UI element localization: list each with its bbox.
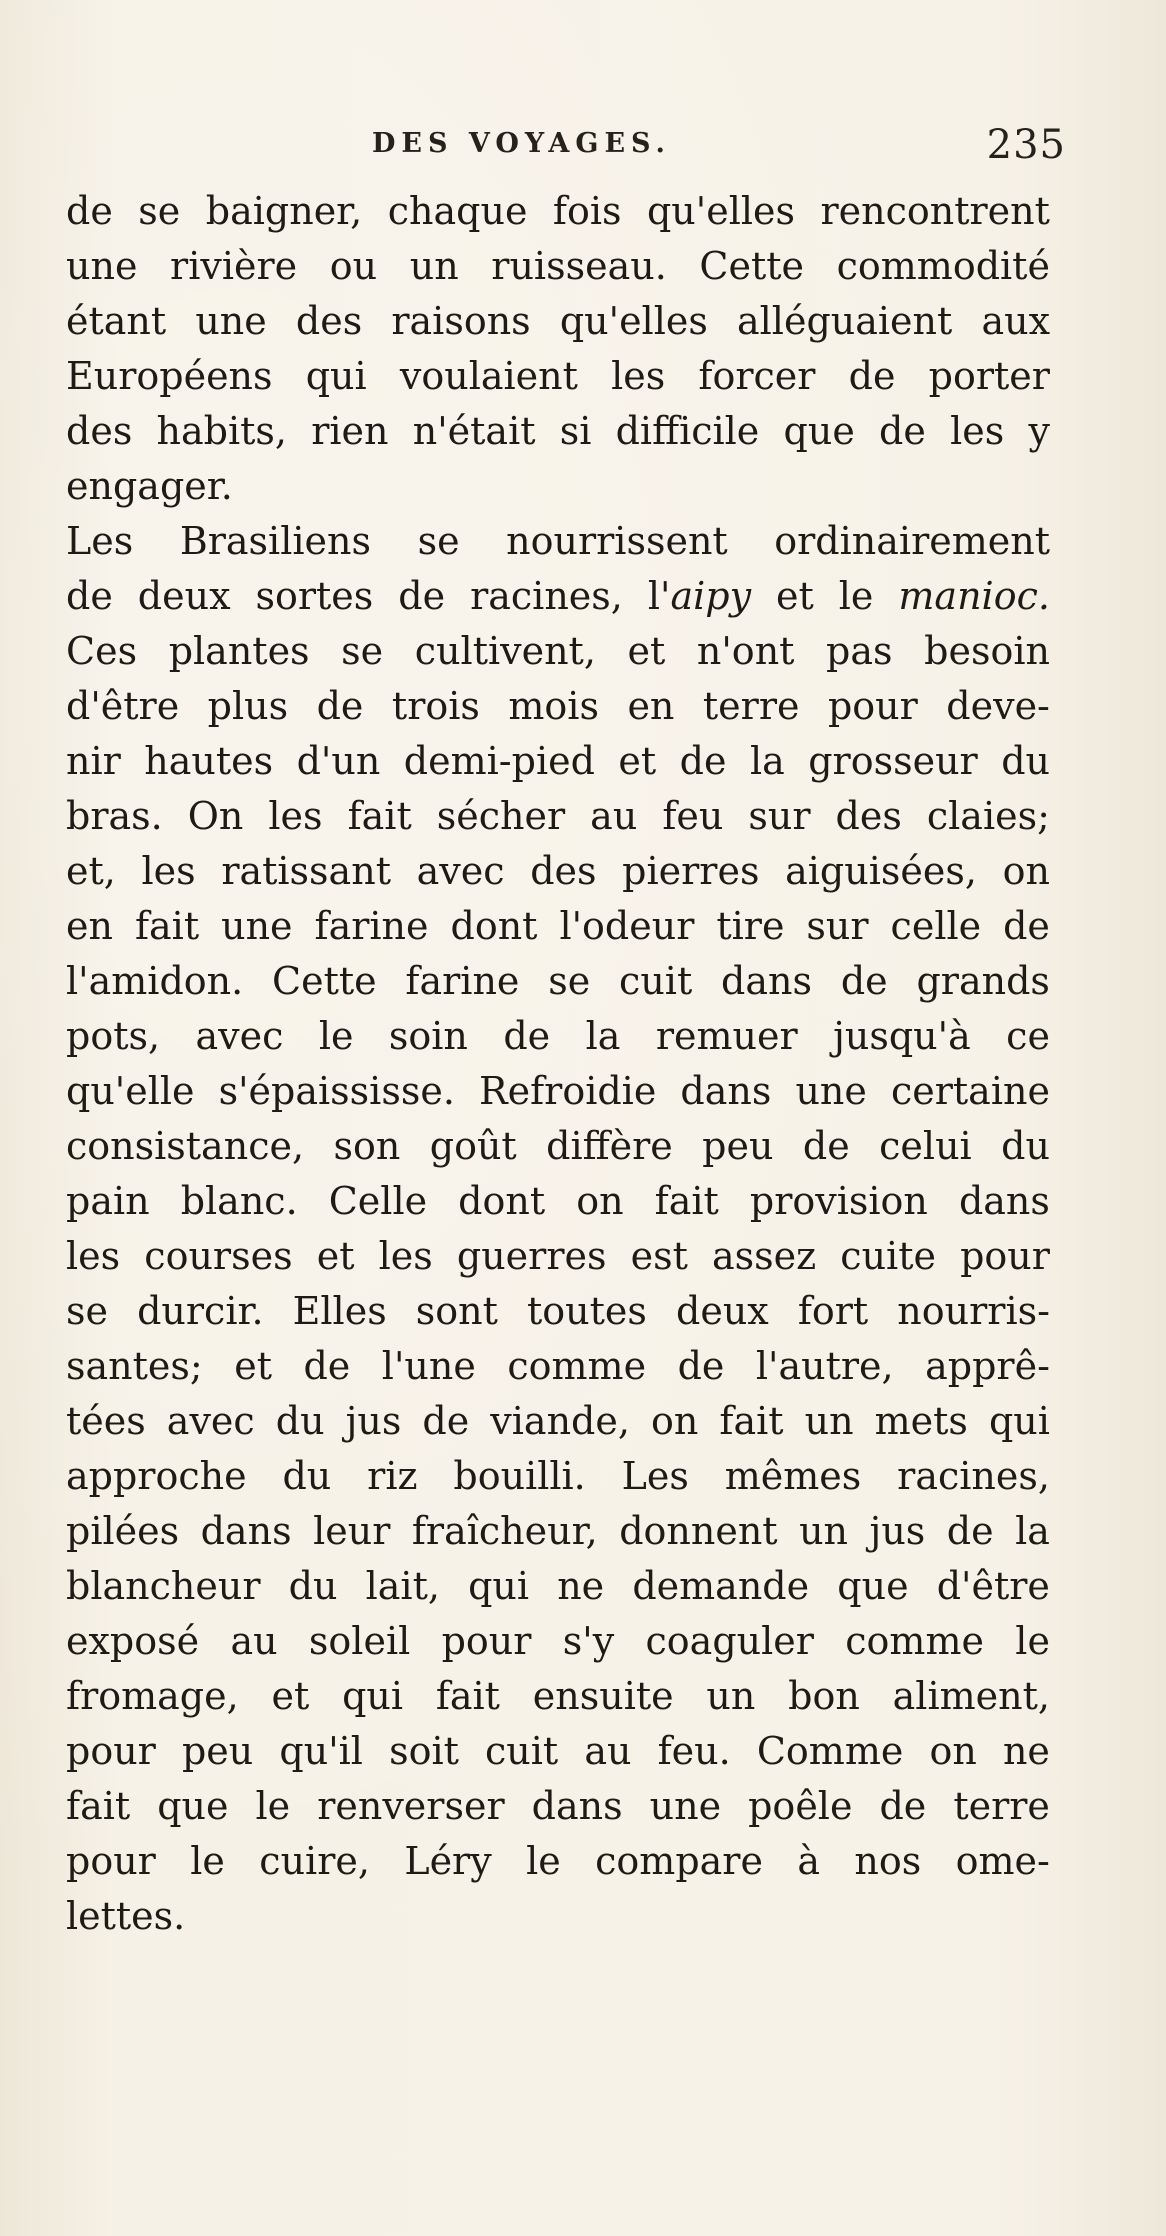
word: qui <box>342 1674 404 1718</box>
word: ruisseau. <box>491 244 667 288</box>
word: est <box>630 1234 688 1278</box>
word: plus <box>207 684 289 728</box>
word: pour <box>960 1234 1050 1278</box>
text-line <box>66 1064 1050 1119</box>
word: mets <box>874 1399 968 1443</box>
word: aiguisées, <box>785 849 977 893</box>
word: de <box>802 1124 850 1168</box>
word: courses <box>144 1234 293 1278</box>
word: dans <box>721 959 813 1003</box>
word: mois <box>508 684 599 728</box>
word: qu'elles <box>646 189 796 233</box>
word: commodité <box>836 244 1050 288</box>
word: terre <box>702 684 800 728</box>
text-line <box>66 1339 1050 1394</box>
word: trois <box>391 684 480 728</box>
word: cuite <box>840 1234 936 1278</box>
word: une <box>649 1784 722 1828</box>
word: dans <box>200 1509 292 1553</box>
word: forcer <box>698 354 816 398</box>
word: peu <box>181 1729 254 1773</box>
word: certaine <box>890 1069 1050 1113</box>
word: on <box>576 1179 624 1223</box>
word: la <box>1015 1509 1050 1553</box>
word: qu'elle <box>66 1069 195 1113</box>
word: pour <box>441 1619 532 1663</box>
word: et <box>271 1674 310 1718</box>
word: en <box>66 904 113 948</box>
word: racines, <box>470 574 623 618</box>
word: l'amidon. <box>66 959 244 1003</box>
text-line <box>66 1834 1050 1889</box>
word: de <box>66 189 113 233</box>
word: le <box>255 1784 291 1828</box>
word: et <box>627 629 666 673</box>
word: dans <box>958 1179 1050 1223</box>
word: dont <box>450 904 538 948</box>
word: lettes. <box>66 1894 186 1938</box>
word: engager. <box>66 464 233 508</box>
word: s'épaississe. <box>218 1069 455 1113</box>
word: plantes <box>168 629 310 673</box>
word: les <box>141 849 196 893</box>
word: du <box>275 1399 325 1443</box>
word: se <box>341 629 384 673</box>
word: feu. <box>657 1729 731 1773</box>
word: raisons <box>391 299 531 343</box>
word: la <box>585 1014 621 1058</box>
word: nos <box>854 1839 922 1883</box>
word: de <box>503 1014 551 1058</box>
word: fait <box>347 794 412 838</box>
word: jusqu'à <box>833 1014 971 1058</box>
word: d'un <box>296 739 381 783</box>
word: alléguaient <box>737 299 953 343</box>
word: ordinairement <box>774 519 1050 563</box>
word: le <box>190 1839 225 1883</box>
word: aux <box>981 299 1050 343</box>
word: nir <box>66 739 121 783</box>
word: y <box>1028 409 1050 453</box>
text-line <box>66 1449 1050 1504</box>
word: pour <box>827 684 918 728</box>
body-text <box>66 184 1050 1944</box>
word: sont <box>415 1289 498 1333</box>
word: compare <box>595 1839 763 1883</box>
word: de <box>316 684 364 728</box>
word: on <box>651 1399 699 1443</box>
word: les <box>268 794 323 838</box>
word: sortes <box>255 574 374 618</box>
word: on <box>929 1729 977 1773</box>
word: jus <box>869 1509 926 1553</box>
word: des <box>530 849 597 893</box>
word: durcir. <box>137 1289 264 1333</box>
word: avec <box>416 849 505 893</box>
word: sur <box>806 904 869 948</box>
word: ome- <box>955 1839 1050 1883</box>
word: terre <box>953 1784 1050 1828</box>
word: jus <box>345 1399 402 1443</box>
word: un <box>706 1674 756 1718</box>
text-line <box>66 1284 1050 1339</box>
word: Celle <box>328 1179 428 1223</box>
word: ne <box>557 1564 605 1608</box>
word: pots, <box>66 1014 161 1058</box>
word: ratissant <box>221 849 391 893</box>
word: avec <box>195 1014 284 1058</box>
word: approche <box>66 1454 247 1498</box>
word: difficile <box>615 409 760 453</box>
word: riz <box>367 1454 418 1498</box>
word: soin <box>388 1014 468 1058</box>
word: pilées <box>66 1509 180 1553</box>
word: d'être <box>936 1564 1050 1608</box>
text-line <box>66 239 1050 294</box>
word: guerres <box>456 1234 607 1278</box>
word: se <box>548 959 591 1003</box>
word: remuer <box>655 1014 798 1058</box>
word: pas <box>826 629 893 673</box>
word: qui <box>988 1399 1050 1443</box>
word: le <box>526 1839 561 1883</box>
word: besoin <box>924 629 1050 673</box>
word: les <box>66 1234 121 1278</box>
word: de <box>879 1784 927 1828</box>
word: et <box>316 1234 355 1278</box>
word: de <box>1003 904 1050 948</box>
word: Refroidie <box>478 1069 657 1113</box>
word: des <box>295 299 363 343</box>
word: une <box>795 1069 867 1113</box>
word: cultivent, <box>414 629 596 673</box>
text-line <box>66 459 1050 514</box>
text-line <box>66 1009 1050 1064</box>
word: toutes <box>527 1289 647 1333</box>
text-line <box>66 294 1050 349</box>
word: pour <box>66 1729 156 1773</box>
word: Ces <box>66 629 138 673</box>
word: les <box>378 1234 433 1278</box>
text-line <box>66 1229 1050 1284</box>
word: le <box>1015 1619 1050 1663</box>
word: baigner, <box>205 189 363 233</box>
word: fait <box>654 1179 719 1223</box>
word: donnent <box>619 1509 778 1553</box>
word: Européens <box>66 354 273 398</box>
word: bon <box>788 1674 860 1718</box>
word: la <box>749 739 785 783</box>
word: chaque <box>387 189 528 233</box>
word: rien <box>311 409 389 453</box>
word: pain <box>66 1179 150 1223</box>
word: porter <box>928 354 1050 398</box>
text-line <box>66 954 1050 1009</box>
word: un <box>799 1509 849 1553</box>
word: une <box>221 904 293 948</box>
word: claies; <box>926 794 1050 838</box>
word: n'était <box>412 409 536 453</box>
word: qui <box>468 1564 530 1608</box>
word: et <box>776 574 814 618</box>
word: demande <box>632 1564 810 1608</box>
word: d'être <box>66 684 180 728</box>
word: qu'il <box>279 1729 363 1773</box>
word: de <box>946 1509 994 1553</box>
word: se <box>66 1289 108 1333</box>
word: Les <box>66 519 134 563</box>
word: fraîcheur, <box>411 1509 598 1553</box>
word: provision <box>749 1179 928 1223</box>
word: des <box>66 409 133 453</box>
word: du <box>288 1564 338 1608</box>
text-line <box>66 1669 1050 1724</box>
word: fromage, <box>66 1674 239 1718</box>
word: renverser <box>317 1784 505 1828</box>
word: dans <box>531 1784 623 1828</box>
word: demi-pied <box>403 739 595 783</box>
word: apprê- <box>925 1344 1050 1388</box>
word: exposé <box>66 1619 200 1663</box>
word: l'autre, <box>755 1344 894 1388</box>
word: si <box>559 409 592 453</box>
word: Cette <box>699 244 804 288</box>
word: de <box>679 739 727 783</box>
word: au <box>590 794 638 838</box>
word: Brasiliens <box>179 519 371 563</box>
word: les <box>611 354 666 398</box>
word: comme <box>507 1344 647 1388</box>
word: fort <box>797 1289 869 1333</box>
word: soleil <box>308 1619 411 1663</box>
text-line <box>66 679 1050 734</box>
word: n'ont <box>696 629 795 673</box>
word: peu <box>702 1124 774 1168</box>
word: deux <box>137 574 231 618</box>
word-group <box>648 569 751 624</box>
word: goût <box>429 1124 517 1168</box>
word: celle <box>890 904 982 948</box>
word: rivière <box>170 244 298 288</box>
word: et <box>618 739 657 783</box>
word: viande, <box>490 1399 630 1443</box>
word: du <box>282 1454 332 1498</box>
word: les <box>950 409 1005 453</box>
word: ne <box>1002 1729 1050 1773</box>
text-line <box>66 1614 1050 1669</box>
text-line <box>66 514 1050 569</box>
word: grosseur <box>808 739 978 783</box>
word: fait <box>66 1784 131 1828</box>
word: deve- <box>946 684 1050 728</box>
text-line <box>66 1394 1050 1449</box>
word: de <box>879 409 926 453</box>
word: lait, <box>365 1564 440 1608</box>
word: ensuite <box>532 1674 674 1718</box>
word: de <box>398 574 446 618</box>
word: farine <box>405 959 520 1003</box>
word: Comme <box>756 1729 904 1773</box>
text-line <box>66 1724 1050 1779</box>
word: à <box>797 1839 820 1883</box>
word: se <box>138 189 181 233</box>
word: fait <box>134 904 200 948</box>
text-line <box>66 404 1050 459</box>
word: de <box>66 574 113 618</box>
text-line <box>66 1559 1050 1614</box>
word: un <box>409 244 459 288</box>
word: nourrissent <box>506 519 728 563</box>
word: grands <box>916 959 1050 1003</box>
text-line <box>66 569 1050 624</box>
text-line <box>66 789 1050 844</box>
word: des <box>835 794 902 838</box>
word: leur <box>313 1509 391 1553</box>
word: bouilli. <box>453 1454 586 1498</box>
word: qui <box>305 354 367 398</box>
text-line <box>66 1119 1050 1174</box>
page-number: 235 <box>986 122 1066 168</box>
text-line <box>66 1889 1050 1944</box>
text-line <box>66 349 1050 404</box>
word: feu <box>662 794 724 838</box>
word: une <box>66 244 138 288</box>
word: s'y <box>562 1619 615 1663</box>
text-line <box>66 844 1050 899</box>
word: consistance, <box>66 1124 305 1168</box>
word: aipy <box>670 574 752 618</box>
word: bras. <box>66 794 163 838</box>
word: pierres <box>622 849 760 893</box>
word: On <box>187 794 244 838</box>
word: manioc. <box>898 574 1050 618</box>
word: au <box>584 1729 632 1773</box>
word: l' <box>647 574 671 618</box>
word: pour <box>66 1839 156 1883</box>
word: poêle <box>748 1784 853 1828</box>
text-line <box>66 1174 1050 1229</box>
word: Cette <box>272 959 377 1003</box>
word: fait <box>719 1399 784 1443</box>
word: et <box>234 1344 272 1388</box>
word: dans <box>680 1069 772 1113</box>
page-header <box>66 122 1066 172</box>
word: cuit <box>485 1729 559 1773</box>
word: que <box>157 1784 229 1828</box>
word: se <box>417 519 460 563</box>
word: de <box>303 1344 351 1388</box>
word: Elles <box>292 1289 387 1333</box>
word: et, <box>66 849 116 893</box>
word: rencontrent <box>820 189 1050 233</box>
word: sur <box>748 794 811 838</box>
word: comme <box>845 1619 984 1663</box>
word: qu'elles <box>559 299 708 343</box>
word: tire <box>716 904 785 948</box>
word: habits, <box>156 409 288 453</box>
word: assez <box>712 1234 817 1278</box>
word: celui <box>879 1124 972 1168</box>
word: soit <box>389 1729 459 1773</box>
word: fois <box>552 189 622 233</box>
word: blanc. <box>180 1179 298 1223</box>
text-line <box>66 734 1050 789</box>
word: sécher <box>436 794 566 838</box>
word: du <box>1001 739 1050 783</box>
word: de <box>677 1344 725 1388</box>
word: une <box>195 299 267 343</box>
word: de <box>848 354 896 398</box>
word: le <box>838 574 874 618</box>
word: l'odeur <box>559 904 695 948</box>
word: aliment, <box>892 1674 1050 1718</box>
word: nourris- <box>897 1289 1050 1333</box>
word: de <box>422 1399 470 1443</box>
word: au <box>230 1619 278 1663</box>
word: son <box>333 1124 401 1168</box>
word: de <box>840 959 888 1003</box>
word: Les <box>621 1454 689 1498</box>
word: cuit <box>619 959 693 1003</box>
word: farine <box>314 904 429 948</box>
running-head: DES VOYAGES. <box>372 128 671 159</box>
text-line <box>66 1779 1050 1834</box>
word: le <box>318 1014 354 1058</box>
word: coaguler <box>645 1619 814 1663</box>
word: tées <box>66 1399 146 1443</box>
text-line <box>66 899 1050 954</box>
word: racines, <box>897 1454 1050 1498</box>
word: ou <box>329 244 378 288</box>
word: que <box>837 1564 909 1608</box>
text-line <box>66 1504 1050 1559</box>
word: deux <box>676 1289 769 1333</box>
text-line <box>66 624 1050 679</box>
word: mêmes <box>724 1454 862 1498</box>
word: on <box>1002 849 1050 893</box>
word: un <box>804 1399 854 1443</box>
word: santes; <box>66 1344 203 1388</box>
word: que <box>783 409 855 453</box>
word: diffère <box>546 1124 673 1168</box>
word: Léry <box>404 1839 492 1883</box>
word: fait <box>435 1674 500 1718</box>
word: dont <box>458 1179 546 1223</box>
word: ce <box>1006 1014 1050 1058</box>
word: blancheur <box>66 1564 261 1608</box>
word: du <box>1001 1124 1050 1168</box>
word: avec <box>166 1399 255 1443</box>
word: voulaient <box>399 354 578 398</box>
word: cuire, <box>259 1839 370 1883</box>
word: l'une <box>381 1344 476 1388</box>
text-line <box>66 184 1050 239</box>
word: hautes <box>144 739 274 783</box>
word: en <box>627 684 675 728</box>
word: étant <box>66 299 167 343</box>
